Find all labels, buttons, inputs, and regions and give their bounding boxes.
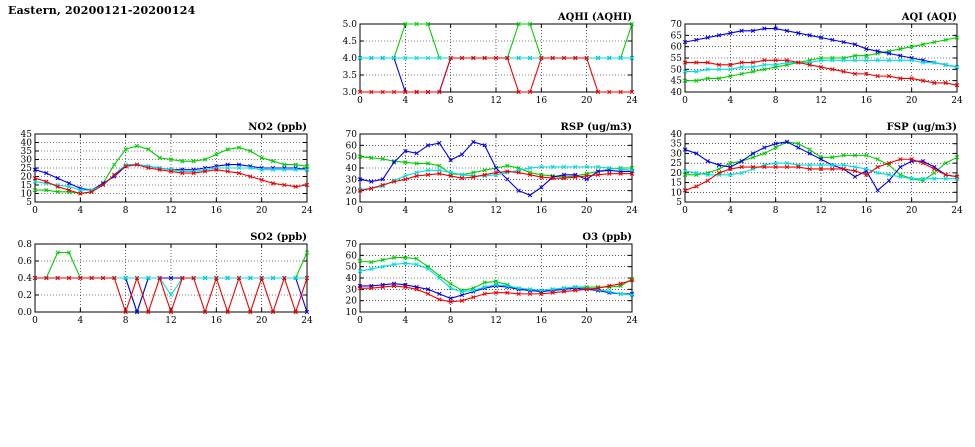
x-tick-label: 4	[402, 316, 409, 326]
x-tick-label: 8	[447, 316, 454, 326]
x-tick-label: 0	[682, 96, 688, 106]
y-tick-label: 25	[20, 164, 32, 174]
page-title: Eastern, 20200121-20200124	[8, 4, 196, 17]
x-tick-label: 0	[682, 206, 688, 216]
y-tick-label: 35	[20, 147, 32, 157]
series-marker	[169, 293, 173, 297]
y-tick-label: 0.6	[17, 257, 32, 267]
x-tick-label: 4	[77, 316, 84, 326]
chart-rsp	[330, 118, 640, 218]
x-tick-label: 24	[951, 96, 963, 106]
y-tick-label: 50	[670, 65, 682, 76]
y-tick-label: 40	[345, 274, 357, 284]
y-tick-label: 20	[670, 168, 682, 179]
series-marker	[899, 165, 903, 169]
y-tick-label: 5	[26, 198, 32, 208]
y-tick-label: 10	[345, 198, 357, 208]
y-tick-label: 20	[345, 186, 357, 197]
series-marker	[797, 146, 801, 150]
x-tick-label: 16	[535, 96, 548, 106]
chart-title: FSP (ug/m3)	[886, 122, 957, 133]
x-tick-label: 20	[580, 316, 593, 326]
chart-so2	[5, 228, 315, 328]
y-tick-label: 10	[345, 308, 357, 318]
x-tick-label: 12	[490, 206, 502, 216]
y-tick-label: 70	[345, 130, 357, 140]
y-tick-label: 15	[20, 181, 32, 191]
chart-title: SO2 (ppb)	[250, 232, 307, 243]
y-tick-label: 30	[670, 149, 682, 160]
x-tick-label: 0	[32, 316, 38, 326]
series-marker	[706, 179, 710, 183]
y-tick-label: 40	[670, 88, 682, 98]
x-tick-label: 20	[255, 206, 268, 216]
y-tick-label: 40	[20, 138, 32, 149]
y-tick-label: 3.0	[342, 88, 357, 98]
chart-title: AQHI (AQHI)	[557, 12, 632, 23]
x-tick-label: 8	[122, 206, 129, 216]
x-tick-label: 4	[727, 206, 734, 216]
y-tick-label: 40	[670, 130, 682, 140]
x-tick-label: 8	[447, 206, 454, 216]
x-tick-label: 24	[626, 316, 638, 326]
x-tick-label: 0	[32, 206, 38, 216]
series-line-green	[35, 253, 307, 313]
chart-title: NO2 (ppb)	[248, 122, 307, 133]
y-tick-label: 30	[345, 285, 357, 296]
y-tick-label: 20	[345, 296, 357, 307]
chart-aqhi	[330, 8, 640, 108]
x-tick-label: 4	[402, 206, 409, 216]
x-tick-label: 24	[301, 206, 313, 216]
chart-o3	[330, 228, 640, 328]
plot-so2	[5, 228, 315, 328]
series-marker	[853, 175, 857, 179]
x-tick-label: 0	[357, 96, 363, 106]
x-tick-label: 12	[490, 316, 502, 326]
series-marker	[933, 171, 937, 175]
y-tick-label: 35	[670, 139, 682, 150]
x-tick-label: 12	[490, 96, 502, 106]
x-tick-label: 16	[210, 206, 223, 216]
x-tick-label: 8	[447, 96, 454, 106]
y-tick-label: 70	[345, 240, 357, 250]
x-tick-label: 16	[860, 206, 873, 216]
x-tick-label: 0	[357, 316, 363, 326]
x-tick-label: 4	[727, 96, 734, 106]
y-tick-label: 3.5	[342, 71, 357, 81]
plot-aqhi	[330, 8, 640, 108]
plot-no2	[5, 118, 315, 218]
y-tick-label: 40	[345, 164, 357, 174]
x-tick-label: 12	[165, 316, 177, 326]
y-tick-label: 20	[20, 172, 32, 183]
chart-title: RSP (ug/m3)	[560, 122, 632, 133]
plot-rsp	[330, 118, 640, 218]
y-tick-label: 0.0	[17, 308, 32, 318]
y-tick-label: 60	[670, 42, 682, 53]
x-tick-label: 0	[357, 206, 363, 216]
y-tick-label: 30	[20, 155, 32, 166]
y-tick-label: 30	[345, 175, 357, 186]
x-tick-label: 8	[772, 96, 779, 106]
y-tick-label: 25	[670, 159, 682, 170]
y-tick-label: 5.0	[342, 20, 357, 30]
y-tick-label: 65	[670, 31, 682, 42]
x-tick-label: 20	[580, 206, 593, 216]
y-tick-label: 45	[670, 76, 682, 87]
x-tick-label: 12	[815, 206, 827, 216]
x-tick-label: 12	[815, 96, 827, 106]
x-tick-label: 16	[860, 96, 873, 106]
series-marker	[113, 163, 117, 167]
x-tick-label: 8	[122, 316, 129, 326]
x-tick-label: 16	[210, 316, 223, 326]
y-tick-label: 50	[345, 152, 357, 163]
x-tick-label: 24	[626, 96, 638, 106]
chart-aqi	[655, 8, 965, 108]
x-tick-label: 24	[951, 206, 963, 216]
y-tick-label: 55	[670, 54, 682, 64]
chart-title: AQI (AQI)	[901, 12, 957, 23]
series-marker	[449, 282, 453, 286]
x-tick-label: 24	[626, 206, 638, 216]
x-tick-label: 20	[580, 96, 593, 106]
plot-aqi	[655, 8, 965, 108]
x-tick-label: 12	[165, 206, 177, 216]
x-tick-label: 20	[255, 316, 268, 326]
chart-title: O3 (ppb)	[582, 232, 632, 243]
x-tick-label: 8	[772, 206, 779, 216]
y-tick-label: 10	[670, 188, 682, 199]
y-tick-label: 0.4	[17, 274, 32, 284]
y-tick-label: 5	[676, 198, 682, 208]
series-marker	[506, 178, 510, 182]
x-tick-label: 4	[402, 96, 409, 106]
y-tick-label: 45	[20, 130, 32, 140]
chart-fsp	[655, 118, 965, 218]
y-tick-label: 4.5	[342, 37, 357, 47]
y-tick-label: 0.2	[17, 291, 32, 301]
series-marker	[460, 153, 464, 157]
y-tick-label: 15	[670, 178, 682, 189]
chart-no2	[5, 118, 315, 218]
series-marker	[808, 148, 812, 152]
x-tick-label: 24	[301, 316, 313, 326]
series-marker	[876, 189, 880, 193]
x-tick-label: 16	[535, 206, 548, 216]
series-marker	[887, 179, 891, 183]
x-tick-label: 4	[77, 206, 84, 216]
y-tick-label: 70	[670, 20, 682, 30]
y-tick-label: 10	[20, 189, 32, 200]
y-tick-label: 60	[345, 141, 357, 152]
plot-fsp	[655, 118, 965, 218]
y-tick-label: 50	[345, 262, 357, 273]
series-line-blue	[35, 165, 307, 191]
y-tick-label: 4.0	[342, 54, 357, 64]
plot-o3	[330, 228, 640, 328]
x-tick-label: 20	[905, 96, 918, 106]
x-tick-label: 20	[905, 206, 918, 216]
y-tick-label: 60	[345, 251, 357, 262]
y-tick-label: 0.8	[17, 240, 32, 250]
x-tick-label: 16	[535, 316, 548, 326]
